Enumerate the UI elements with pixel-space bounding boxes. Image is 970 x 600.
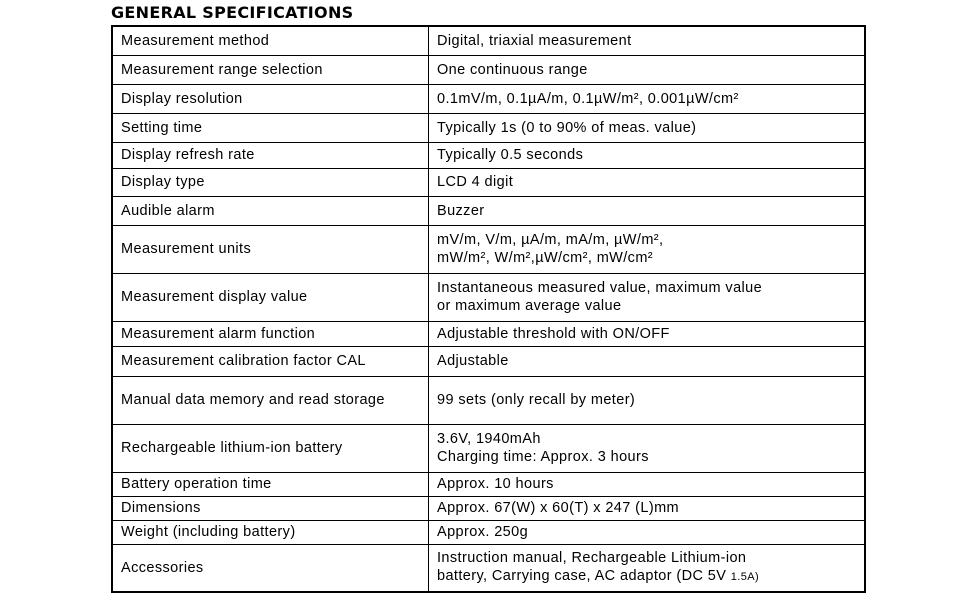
spec-label: Measurement range selection <box>112 55 429 84</box>
spec-value: Buzzer <box>429 196 866 225</box>
spec-label: Audible alarm <box>112 196 429 225</box>
spec-label: Dimensions <box>112 496 429 520</box>
table-row <box>112 84 865 113</box>
spec-value: 3.6V, 1940mAh Charging time: Approx. 3 hours <box>429 424 866 472</box>
spec-label: Measurement calibration factor CAL <box>112 346 429 376</box>
table-row <box>112 321 865 346</box>
table-row <box>112 424 865 472</box>
spec-value: Instruction manual, Rechargeable Lithium-ion battery, Carrying case, AC adaptor (DC 5V 1.5A) <box>429 544 866 592</box>
spec-table <box>111 25 866 593</box>
spec-value: mV/m, V/m, µA/m, mA/m, µW/m², mW/m², W/m²,µW/cm², mW/cm² <box>429 225 866 273</box>
spec-label: Display resolution <box>112 84 429 113</box>
spec-label: Battery operation time <box>112 472 429 496</box>
spec-value: Instantaneous measured value, maximum value or maximum average value <box>429 273 866 321</box>
table-row <box>112 142 865 168</box>
spec-value: Adjustable threshold with ON/OFF <box>429 321 866 346</box>
spec-value: Approx. 250g <box>429 520 866 544</box>
spec-label: Measurement method <box>112 26 429 55</box>
spec-label: Setting time <box>112 113 429 142</box>
spec-value: 0.1mV/m, 0.1µA/m, 0.1µW/m², 0.001µW/cm² <box>429 84 866 113</box>
spec-value: One continuous range <box>429 55 866 84</box>
spec-label: Accessories <box>112 544 429 592</box>
spec-value: LCD 4 digit <box>429 168 866 196</box>
table-row <box>112 113 865 142</box>
spec-label: Weight (including battery) <box>112 520 429 544</box>
spec-value: Approx. 10 hours <box>429 472 866 496</box>
table-row <box>112 472 865 496</box>
table-row <box>112 273 865 321</box>
table-row <box>112 55 865 84</box>
spec-label: Measurement units <box>112 225 429 273</box>
spec-value: Digital, triaxial measurement <box>429 26 866 55</box>
spec-value: Typically 0.5 seconds <box>429 142 866 168</box>
spec-label: Display type <box>112 168 429 196</box>
spec-label: Measurement alarm function <box>112 321 429 346</box>
spec-label: Manual data memory and read storage <box>112 376 429 424</box>
spec-label: Rechargeable lithium-ion battery <box>112 424 429 472</box>
table-row <box>112 496 865 520</box>
spec-label: Display refresh rate <box>112 142 429 168</box>
table-row <box>112 376 865 424</box>
spec-value: Adjustable <box>429 346 866 376</box>
table-row <box>112 544 865 592</box>
table-row <box>112 196 865 225</box>
table-row <box>112 225 865 273</box>
spec-value: 99 sets (only recall by meter) <box>429 376 866 424</box>
spec-label: Measurement display value <box>112 273 429 321</box>
spec-value: Typically 1s (0 to 90% of meas. value) <box>429 113 866 142</box>
table-row <box>112 168 865 196</box>
table-row <box>112 26 865 55</box>
table-row <box>112 346 865 376</box>
section-title: GENERAL SPECIFICATIONS <box>111 3 354 22</box>
table-row <box>112 520 865 544</box>
spec-value: Approx. 67(W) x 60(T) x 247 (L)mm <box>429 496 866 520</box>
